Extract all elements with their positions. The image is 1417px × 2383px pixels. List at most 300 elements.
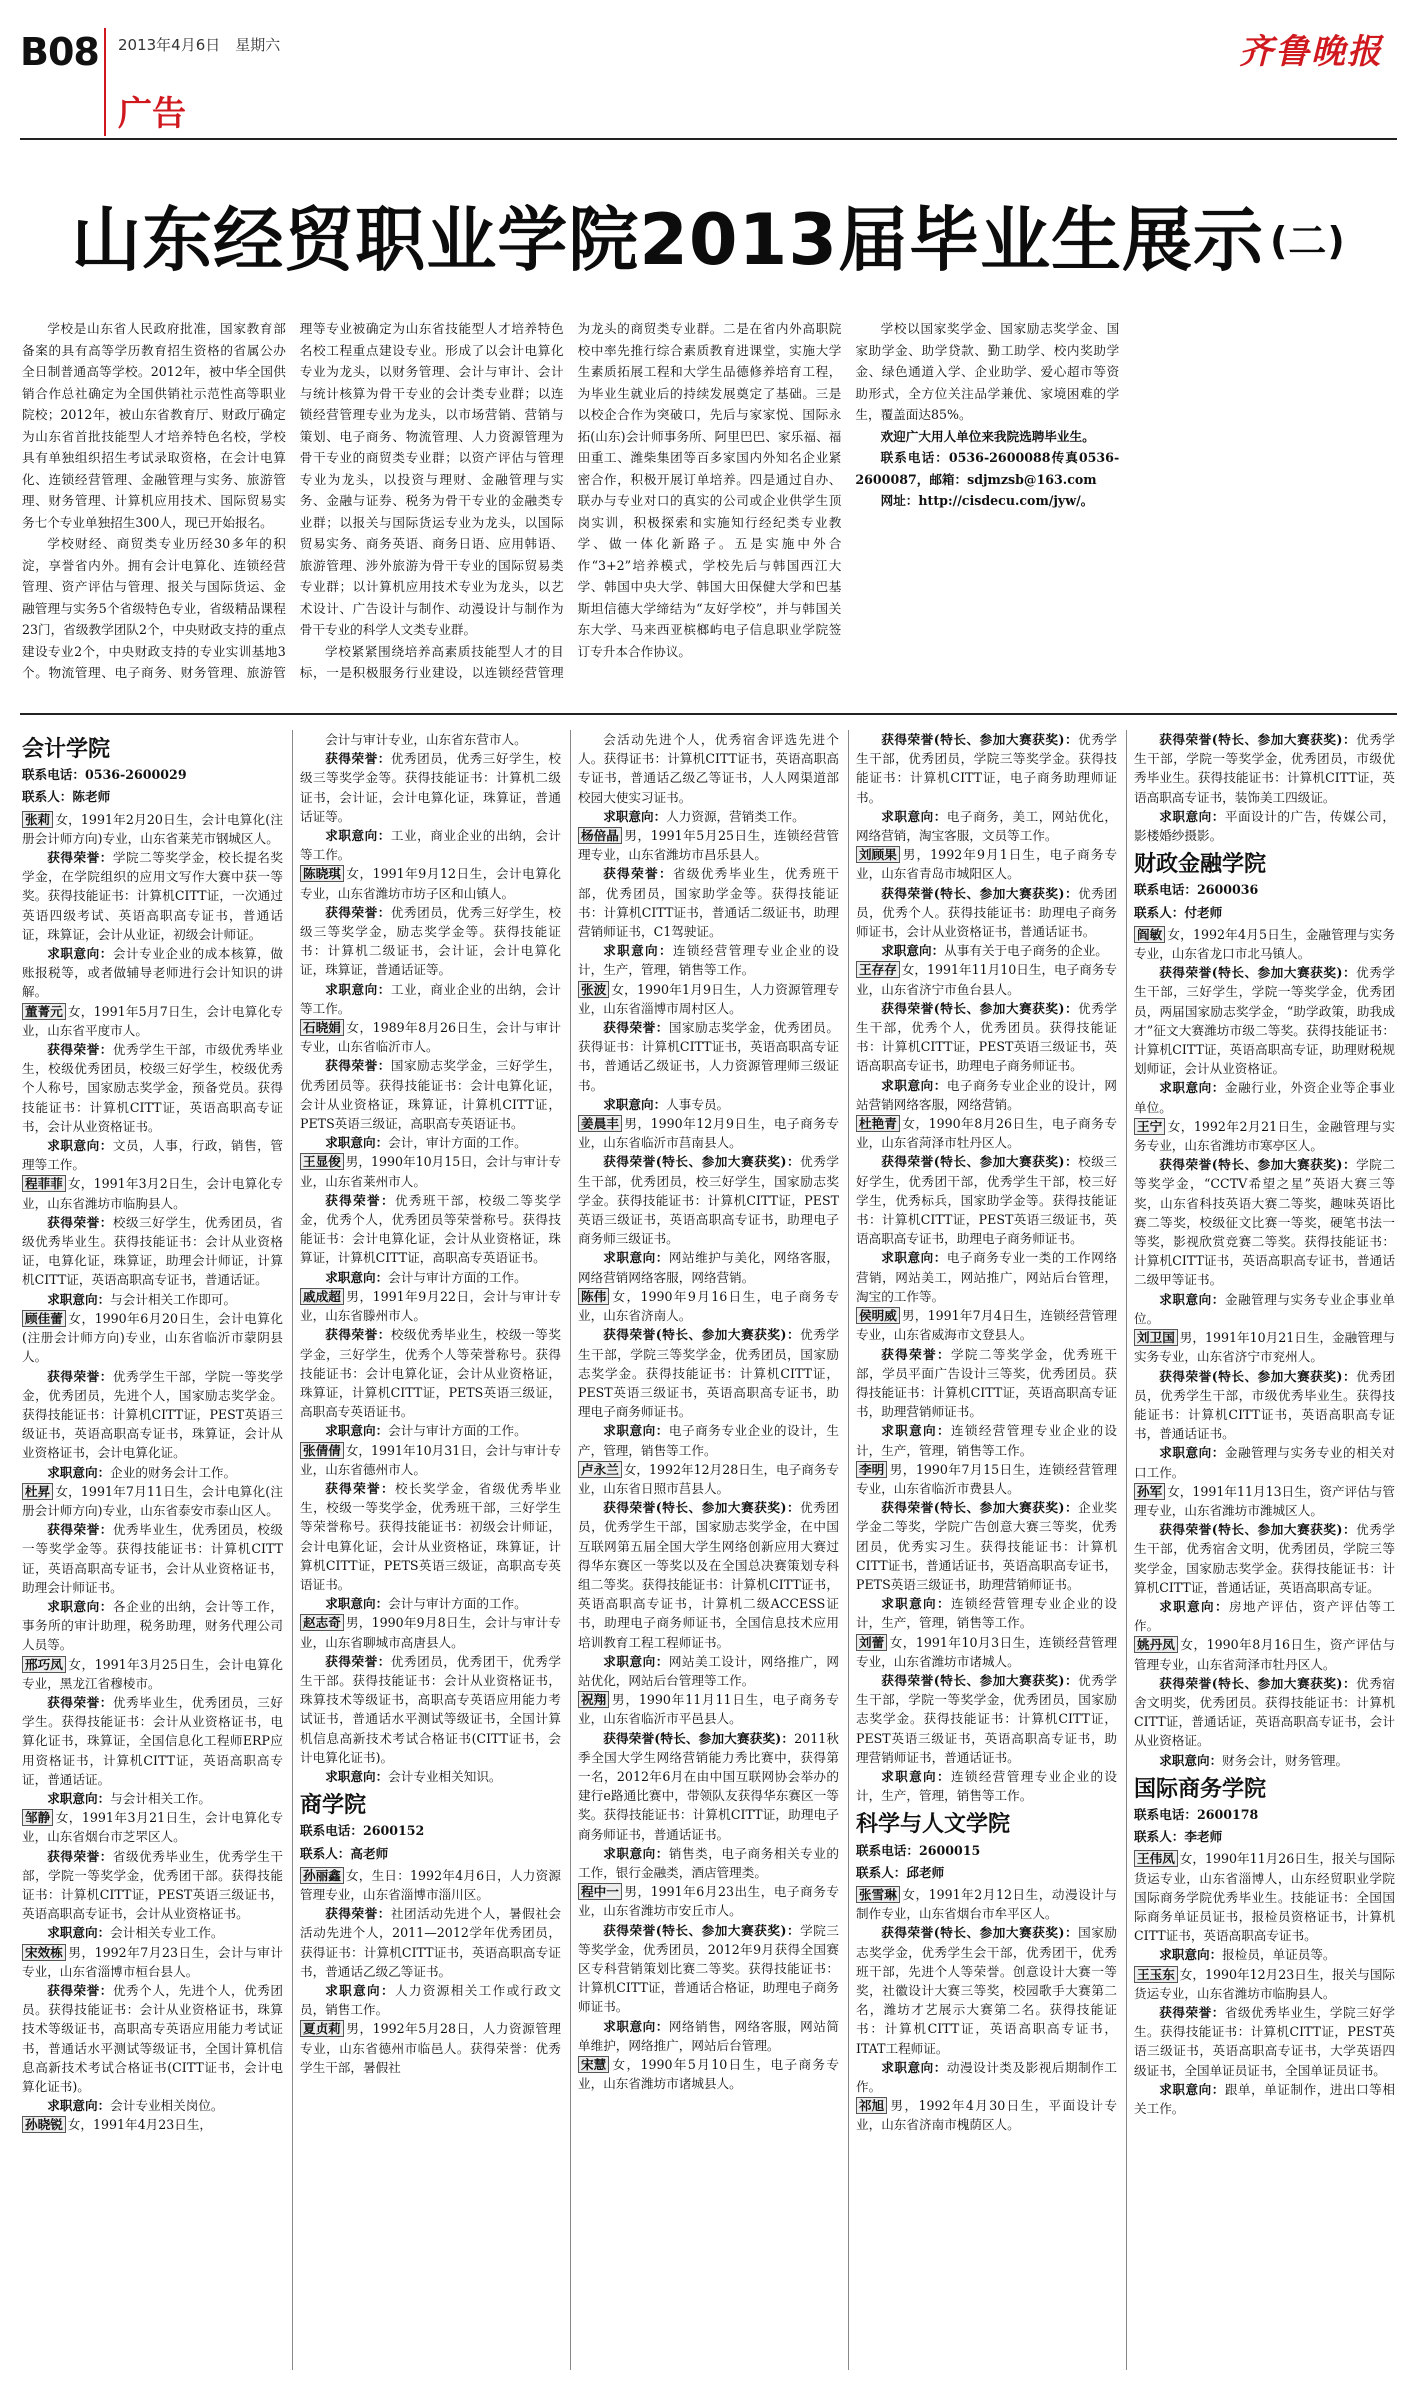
college-phone: 联系电话：2600178 bbox=[1134, 1806, 1259, 1822]
student-name: 孙晓锐 bbox=[22, 2116, 66, 2133]
student-entry bbox=[1134, 1635, 1395, 1673]
student-name: 赵志奇 bbox=[300, 1614, 344, 1631]
student-honor bbox=[300, 1191, 561, 1268]
intent-label: 求职意向： bbox=[325, 1269, 389, 1285]
intro-paragraph: 学校是山东省人民政府批准，国家教育部备案的具有高等学历教育招生资格的省属公办全日制普通高等学校。2012年，被中华全国供销合作总社确定为全国供销社示范性高等职业院校；2012年，被山东省教育厅、财政厅确定为山东省首批技能型人才培养特色名校，学校具有单独组织招生考试录取资格，在会计电算化、连锁经营管理、金融管理与实务、旅游管理、财务管理、计算机应用技术、国际贸易实务七个专业单独招生300人，现已开始报名。 bbox=[22, 321, 286, 530]
student-name: 张莉 bbox=[22, 811, 53, 828]
detail-text: 网站美工设计，网络推广，网站优化，网站后台管理等工作。 bbox=[578, 1653, 839, 1688]
intent-label: 求职意向： bbox=[325, 1983, 395, 1998]
detail-label: 求职意向： bbox=[603, 808, 667, 824]
detail-label: 获得荣誉： bbox=[325, 751, 391, 767]
detail-label: 求职意向： bbox=[603, 1845, 669, 1861]
detail-text: 财务会计，财务管理。 bbox=[1222, 1752, 1349, 1768]
detail-text: 工业，商业企业的出纳，会计等工作。 bbox=[300, 828, 561, 863]
student-entry bbox=[578, 1460, 839, 1498]
detail-text: 电子商务专业企业的设计，生产，管理，销售等工作。 bbox=[578, 1423, 839, 1458]
student-detail bbox=[856, 941, 1117, 960]
detail-label: 获得荣誉(特长、参加大赛获奖)： bbox=[1159, 1522, 1357, 1538]
detail-text: 优秀学生干部，学院一等奖学金，优秀团员，国家励志奖学金。获得技能证书：计算机CITT证，PEST英语三级证书，英语高职高专证书，助理营销师证书，普通话证书。 bbox=[856, 1672, 1117, 1765]
student-entry bbox=[22, 2115, 283, 2134]
intent-label: 求职意向： bbox=[47, 1790, 111, 1806]
student-name: 王玉东 bbox=[1134, 1966, 1178, 1983]
detail-label: 求职意向： bbox=[881, 2059, 947, 2075]
student-detail bbox=[578, 1921, 839, 2017]
student-info: 女，1991年5月7日生，会计电算化专业，山东省平度市人。 bbox=[22, 1003, 283, 1038]
honor-label: 获得荣誉： bbox=[47, 1214, 113, 1230]
section-label: 广告 bbox=[118, 94, 186, 134]
student-name: 张倩倩 bbox=[300, 1442, 344, 1459]
student-name: 张雪琳 bbox=[856, 1886, 900, 1903]
detail-text: 优秀学生干部，优秀个人，优秀团员。获得技能证书：计算机CITT证，PEST英语三级证书，英语高职高专证书，助理电子商务师证书。 bbox=[856, 1000, 1117, 1074]
column-rule bbox=[570, 730, 571, 2370]
student-info: 男，1990年12月9日生，电子商务专业，山东省临沂市莒南县人。 bbox=[578, 1116, 839, 1151]
student-info: 男，1991年6月23出生，电子商务专业，山东省潍坊市安丘市人。 bbox=[578, 1884, 839, 1919]
intent-text: 会计与审计方面的工作。 bbox=[388, 1269, 527, 1285]
student-info: 女，1991年11月13日生，资产评估与管理专业，山东省潍坊市潍城区人。 bbox=[1134, 1483, 1395, 1518]
honor-text: 优秀毕业生，优秀团员，三好学生。获得技能证书：会计从业资格证书，电算化证书，珠算证，全国信息化工程师ERP应用资格证书，计算机CITT证，英语高职高专证，普通话证。 bbox=[22, 1694, 283, 1787]
detail-text: 优秀学生干部，三好学生，学院一等奖学金，优秀团员，两届国家励志奖学金，“助学政策，助我成才”征文大赛潍坊市级二等奖。获得技能证书：计算机CITT证，英语高职高专证，助理财税规划师证，会计从业资格证。 bbox=[1134, 965, 1395, 1077]
student-name: 程中一 bbox=[578, 1883, 622, 1900]
student-info: 女，1991年4月23日生， bbox=[67, 2117, 213, 2133]
honor-label: 获得荣誉： bbox=[325, 1058, 391, 1074]
detail-label: 求职意向： bbox=[603, 1250, 669, 1266]
detail-text: 动漫设计类及影视后期制作工作。 bbox=[856, 2059, 1117, 2095]
student-detail bbox=[1134, 2003, 1395, 2080]
student-detail bbox=[1134, 1945, 1395, 1964]
detail-label: 求职意向： bbox=[325, 828, 391, 844]
student-info: 女，1990年8月16日生，资产评估与管理专业，山东省菏泽市牡丹区人。 bbox=[1134, 1637, 1395, 1672]
detail-label: 求职意向： bbox=[881, 1768, 951, 1784]
student-detail bbox=[1134, 1520, 1395, 1597]
honor-text: 社团活动先进个人，暑假社会活动先进个人，2011—2012学年优秀团员，获得证书：计算机CITT证书，英语高职高专证书，普通话乙级乙等证书。 bbox=[300, 1906, 561, 1979]
intent-label: 求职意向： bbox=[325, 981, 391, 997]
detail-text: 校级三好学生，优秀团干部，优秀学生干部，校三好学生，优秀标兵，国家助学金等。获得技能证书：计算机CITT证，PEST英语三级证书，英语高职高专证书，助理电子商务师证书。 bbox=[856, 1154, 1117, 1247]
student-entry bbox=[1134, 1482, 1395, 1520]
student-entry bbox=[578, 2055, 839, 2093]
student-name: 刘顾果 bbox=[856, 846, 900, 863]
honor-text: 优秀毕业生，优秀团员，校级一等奖学金等。获得技能证书：计算机CITT证，英语高职高专证书，会计从业资格证书，助理会计师证书。 bbox=[22, 1522, 283, 1595]
student-info: 女，1992年4月5日生，金融管理与实务专业，山东省龙口市北马镇人。 bbox=[1134, 926, 1395, 962]
intent-text: 企业的财务会计工作。 bbox=[110, 1464, 237, 1480]
student-honor bbox=[22, 1693, 283, 1789]
detail-text: 学院二等奖学金，“CCTV希望之星”英语大赛三等奖，山东省科技英语大赛二等奖，趣味英语比赛二等奖，校级征文比赛一等奖，硬笔书法一等奖，影视欣赏竞赛二等奖。获得技能证书：计算机CITT证书，英语高职高专证书，普通话二级甲等证书。 bbox=[1134, 1157, 1395, 1288]
student-honor bbox=[22, 1040, 283, 1136]
detail-label: 获得荣誉(特长、参加大赛获奖)： bbox=[603, 1327, 801, 1343]
college-heading: 商学院 bbox=[300, 1793, 367, 1819]
student-entry bbox=[578, 1287, 839, 1325]
honor-text: 优秀学生干部，学院一等奖学金，优秀团员，先进个人，国家励志奖学金。获得技能证书：计算机CITT证，PEST英语三级证书，英语高职高专证书，珠算证，会计从业资格证书，会计电算化证。 bbox=[22, 1368, 283, 1461]
student-entry bbox=[300, 1287, 561, 1325]
honor-text: 优秀团员，优秀团干，优秀学生干部。获得技能证书：会计从业资格证书，珠算技术等级证书，高职高专英语应用能力考试证书，普通话水平测试等级证书，全国计算机信息高新技术考试合格证书(CITT证书，会计电算化证书)。 bbox=[300, 1653, 561, 1765]
student-name: 陈晓琪 bbox=[300, 865, 344, 882]
detail-text: 优秀学生干部，学院一等奖学金，优秀团员，市级优秀毕业生。获得技能证书：计算机CITT证，英语高职高专证书，装饰美工四级证。 bbox=[1134, 732, 1395, 805]
student-entry bbox=[1134, 1849, 1395, 1945]
student-name: 杜昇 bbox=[22, 1483, 53, 1500]
college-contact: 联系人：付老师 bbox=[1134, 904, 1223, 920]
continued-text: 会计与审计专业，山东省东营市人。 bbox=[325, 732, 527, 747]
detail-label: 获得荣誉(特长、参加大赛获奖)： bbox=[603, 1500, 801, 1516]
detail-label: 获得荣誉(特长、参加大赛获奖)： bbox=[881, 732, 1079, 747]
college-heading: 科学与人文学院 bbox=[856, 1812, 1011, 1838]
student-entry bbox=[856, 1306, 1117, 1344]
student-entry bbox=[578, 826, 839, 864]
student-info: 女，1990年11月26日生，报关与国际货运专业，山东省淄博人，山东经贸职业学院国际商务学院优秀毕业生。技能证书：全国国际商务单证员证书，报检员资格证书，计算机CITT证书，英语高职高专证书。 bbox=[1134, 1851, 1395, 1944]
detail-text: 2011秋季全国大学生网络营销能力秀比赛中，获得第一名，2012年6月在由中国互联网协会举办的建行e路通比赛中，带领队友获得华东赛区一等奖。获得技能证书：计算机CITT证，助理电子商务师证书，普通话证书。 bbox=[578, 1730, 839, 1842]
student-intent bbox=[22, 2096, 283, 2115]
student-name: 夏贞莉 bbox=[300, 2020, 344, 2037]
detail-text: 金融行业，外资企业等企事业单位。 bbox=[1134, 1080, 1395, 1115]
student-honor bbox=[856, 1345, 1117, 1422]
student-name: 戚成超 bbox=[300, 1288, 344, 1305]
student-info: 女，1990年12月23日生，报关与国际货运专业，山东省潍坊市临朐县人。 bbox=[1134, 1966, 1395, 2001]
student-info: 男，1992年4月30日生，平面设计专业，山东省济南市槐荫区人。 bbox=[856, 2098, 1117, 2133]
student-detail bbox=[1134, 1367, 1395, 1444]
student-intent bbox=[578, 941, 839, 979]
student-detail bbox=[856, 884, 1117, 942]
detail-text: 优秀团员，优秀学生干部，国家励志奖学金，在中国互联网第五届全国大学生网络创新应用大赛过得华东赛区一等奖以及在全国总决赛策划专科组二等奖。获得技能证书：计算机CITT证书，英语高职高专证书，计算机二级ACCESS证书，助理电子商务师证书，全国信息技术应用培训教育工程工程师证书。 bbox=[578, 1500, 839, 1650]
detail-label: 获得荣誉(特长、参加大赛获奖)： bbox=[1159, 1368, 1357, 1384]
detail-text: 连锁经营管理专业企业的设计，生产，管理，销售等工作。 bbox=[856, 1596, 1117, 1631]
student-intent bbox=[856, 1421, 1117, 1459]
student-detail bbox=[300, 826, 561, 864]
detail-label: 求职意向： bbox=[603, 2018, 669, 2034]
student-honor bbox=[300, 903, 561, 980]
detail-label: 求职意向： bbox=[881, 1250, 947, 1266]
student-honor bbox=[22, 1213, 283, 1290]
intent-label: 求职意向： bbox=[325, 1768, 389, 1784]
student-entry bbox=[856, 1885, 1117, 1923]
header-rule bbox=[20, 138, 1397, 140]
student-info: 女，1991年10月3日生，连锁经营管理专业，山东省潍坊市诸城人。 bbox=[856, 1634, 1117, 1669]
student-intent bbox=[300, 1133, 561, 1152]
detail-label: 求职意向： bbox=[1159, 1080, 1225, 1096]
intent-text: 工业，商业企业的出纳，会计等工作。 bbox=[300, 981, 561, 1016]
honor-text: 优秀班干部，校级二等奖学金，优秀个人，优秀团员等荣誉称号。获得技能证书：会计电算化证，会计从业资格证，珠算证，计算机CITT证，高职高专英语证书。 bbox=[300, 1192, 561, 1266]
student-info: 女，1991年2月20日生，会计电算化(注册会计师方向)专业，山东省莱芜市钢城区人。 bbox=[22, 811, 283, 846]
intent-text: 会计相关专业工作。 bbox=[110, 1925, 224, 1941]
page-number: B08 bbox=[20, 30, 99, 74]
listing-column bbox=[856, 730, 1117, 2370]
student-entry bbox=[22, 1655, 283, 1693]
graduate-listing bbox=[22, 730, 1397, 2370]
student-info: 女，1992年2月21日生，金融管理与实务专业，山东省潍坊市寒亭区人。 bbox=[1134, 1118, 1395, 1154]
student-detail bbox=[578, 1152, 839, 1248]
student-name: 卢永兰 bbox=[578, 1461, 622, 1478]
student-honor bbox=[300, 1652, 561, 1767]
student-intent bbox=[300, 1981, 561, 2019]
student-honor bbox=[22, 1847, 283, 1924]
student-info: 女，1991年3月2日生，会计电算化专业，山东省潍坊市临朐县人。 bbox=[22, 1176, 283, 1211]
student-name: 孙军 bbox=[1134, 1483, 1165, 1500]
column-rule bbox=[1126, 730, 1127, 2370]
intro-paragraph: 学校紧紧围绕培养高素质技能型人才的目标，一是积极服务行业建设，以连锁经营管理为龙头的商贸类专业群。二是在省内外高职院校中率先推行综合素质教育进课堂，实施大学生素质拓展工程和大学生品德修养培育工程，为毕业生就业后的持续发展奠定了基础。三是以校企合作为突破口，先后与家家悦、国际永拓(山东)会计师事务所、阿里巴巴、家乐福、福田重工、潍柴集团等百多家国内外知名企业紧密合作，积极开展订单培养。四是通过自办、联办与专业对口的真实的公司或企业供学生顶岗实训，积极探索和实施知行经纪类专业教学、做一体化新路子。五是实施中外合作“3+2”培养模式，学校先后与韩国西江大学、韩国中央大学、韩国大田保健大学和巴基斯坦信德大学缔结为“友好学校”，并与韩国关东大学、马来西亚槟榔屿电子信息职业学院签订专升本合作协议。 bbox=[299, 321, 842, 680]
section-divider bbox=[104, 28, 106, 136]
honor-text: 国家励志奖学金，三好学生，优秀团员等。获得技能证书：会计电算化证，会计从业资格证，珠算证，计算机CITT证，PETS英语三级证，高职高专英语证书。 bbox=[300, 1058, 561, 1132]
student-detail bbox=[578, 2017, 839, 2055]
student-entry bbox=[856, 845, 1117, 883]
student-entry bbox=[300, 1018, 561, 1056]
student-intent bbox=[22, 1923, 283, 1942]
detail-label: 求职意向： bbox=[1159, 1947, 1223, 1963]
student-name: 祝翔 bbox=[578, 1691, 609, 1708]
student-entry bbox=[856, 1460, 1117, 1498]
student-detail bbox=[1134, 1674, 1395, 1751]
detail-label: 获得荣誉(特长、参加大赛获奖)： bbox=[1159, 1675, 1357, 1691]
student-entry bbox=[1134, 1328, 1395, 1366]
intent-text: 人事专员。 bbox=[666, 1096, 730, 1112]
student-detail bbox=[300, 749, 561, 826]
detail-text: 电子商务，美工，网站优化，网络营销，淘宝客服，文员等工作。 bbox=[856, 808, 1117, 844]
student-name: 杜艳青 bbox=[856, 1115, 900, 1132]
student-entry bbox=[300, 1441, 561, 1479]
intent-label: 求职意向： bbox=[881, 1423, 951, 1439]
detail-label: 获得荣誉(特长、参加大赛获奖)： bbox=[603, 1730, 795, 1746]
student-honor bbox=[300, 1056, 561, 1133]
detail-label: 获得荣誉(特长、参加大赛获奖)： bbox=[881, 885, 1079, 901]
intent-label: 求职意向： bbox=[325, 1596, 389, 1612]
student-detail bbox=[1134, 730, 1395, 807]
student-name: 程菲菲 bbox=[22, 1175, 66, 1192]
student-intent bbox=[300, 980, 561, 1018]
intent-label: 求职意向： bbox=[47, 1925, 111, 1941]
headline-main: 山东经贸职业学院2013届毕业生展示 bbox=[71, 199, 1265, 281]
student-intent bbox=[22, 1136, 283, 1174]
student-info: 女，1990年1月9日生，人力资源管理专业，山东省淄博市周村区人。 bbox=[578, 981, 839, 1016]
student-entry bbox=[578, 1882, 839, 1920]
intent-label: 求职意向： bbox=[47, 946, 113, 962]
student-info: 女，1991年3月25日生，会计电算化专业，黑龙江省穆棱市。 bbox=[22, 1656, 283, 1691]
student-detail bbox=[578, 1325, 839, 1421]
intro-section bbox=[22, 318, 1397, 703]
listing-column bbox=[22, 730, 283, 2370]
detail-text: 销售类，电子商务相关专业的工作，银行金融类，酒店管理类。 bbox=[578, 1845, 839, 1880]
detail-label: 求职意向： bbox=[1159, 1752, 1223, 1768]
college-heading: 会计学院 bbox=[22, 737, 111, 762]
student-info: 男，1990年9月8日生，会计与审计专业，山东省聊城市高唐县人。 bbox=[300, 1615, 561, 1650]
honor-label: 获得荣誉： bbox=[325, 1480, 395, 1496]
honor-text: 校级优秀毕业生，校级一等奖学金，三好学生，优秀个人等荣誉称号。获得技能证书：会计电算化证，会计从业资格证，珠算证，计算机CITT证，PETS英语三级证，高职高专英语证书。 bbox=[300, 1327, 561, 1420]
detail-label: 求职意向： bbox=[1159, 2081, 1225, 2097]
intent-text: 会计专业企业的成本核算，做账报税等，或者做辅导老师进行会计知识的讲解。 bbox=[22, 946, 283, 1000]
student-detail bbox=[578, 807, 839, 826]
college-contact: 联系人：邱老师 bbox=[856, 1864, 945, 1880]
intent-text: 连锁经营管理专业企业的设计，生产，管理，销售等工作。 bbox=[856, 1423, 1117, 1458]
student-detail bbox=[856, 1498, 1117, 1594]
student-detail bbox=[856, 1923, 1117, 2057]
newspaper-logo: 齐鲁晚报 bbox=[1239, 32, 1383, 72]
detail-text: 国家励志奖学金，优秀学生会干部，优秀团干，优秀班干部，先进个人等荣誉。创意设计大赛一等奖，社徽设计大赛三等奖，校园歌手大赛第二名，潍坊才艺展示大赛第二名。获得技能证书：计算机CITT证，英语高职高专证书，ITAT工程师证。 bbox=[856, 1925, 1117, 2056]
college-heading: 财政金融学院 bbox=[1134, 852, 1267, 878]
student-detail bbox=[1134, 963, 1395, 1078]
student-detail bbox=[578, 1498, 839, 1652]
detail-text: 优秀学生干部，优秀团员，校三好学生，国家励志奖学金。获得技能证书：计算机CITT证，PEST英语三级证书，英语高职高专证书，助理电子商务师三级证书。 bbox=[578, 1154, 839, 1247]
intent-label: 求职意向： bbox=[325, 1423, 389, 1439]
detail-label: 获得荣誉(特长、参加大赛获奖)： bbox=[881, 1500, 1079, 1516]
student-entry bbox=[1134, 925, 1395, 963]
detail-text: 优秀学生干部，优秀宿舍文明，优秀团员，学院三等奖学金，国家励志奖学金。获得技能证书：计算机CITT证，普通话证，英语高职高专证。 bbox=[1134, 1522, 1395, 1595]
honor-text: 国家励志奖学金，优秀团员。获得证书：计算机CITT证书，英语高职高专证书，普通话乙级证书，人力资源管理师三级证书。 bbox=[578, 1020, 839, 1093]
detail-label: 求职意向： bbox=[881, 808, 947, 824]
student-detail bbox=[578, 1844, 839, 1882]
honor-label: 获得荣誉： bbox=[325, 1906, 391, 1922]
student-entry bbox=[578, 980, 839, 1018]
student-name: 祁旭 bbox=[856, 2097, 887, 2114]
student-detail bbox=[1134, 1597, 1395, 1635]
student-intent bbox=[22, 944, 283, 1002]
detail-label: 求职意向： bbox=[603, 1423, 669, 1439]
detail-text: 优秀团员，优秀学生干部，市级优秀毕业生。获得技能证书：计算机CITT证书，英语高职高专证书，普通话证书。 bbox=[1134, 1368, 1395, 1442]
detail-text: 优秀团员，优秀个人。获得技能证书：助理电子商务师证书，会计从业资格证书，普通话证书。 bbox=[856, 885, 1117, 940]
student-info: 男，1992年5月28日，人力资源管理专业，山东省德州市临邑人。获得荣誉：优秀学生干部，暑假社 bbox=[300, 2021, 561, 2075]
college-phone: 联系电话：0536-2600029 bbox=[22, 767, 187, 783]
student-detail bbox=[856, 1671, 1117, 1767]
student-detail bbox=[578, 1652, 839, 1690]
intent-text: 文员，人事，行政，销售，管理等工作。 bbox=[22, 1138, 283, 1173]
intro-paragraph: 学校财经、商贸类专业历经30多年的积淀，享誉省内外。拥有会计电算化、连锁经营管理、资产评估与管理、报关与国际货运、金融管理与实务5个省级特色专业，省级精品课程23门，省级教学团队2个，中央财政支持的重点建设专业2个，中央财政支持的专业实训基地3个。物流管理、电子商务、财务管理、旅游管理等专业被确定为山东省技能型人才培养特色名校工程重点建设专业。形成了以会计电算化专业为龙头，以财务管理、会计与审计、会计与统计核算为骨干专业的会计类专业群；以连锁经营管理专业为龙头，以市场营销、营销与策划、电子商务、物流管理、人力资源管理为骨干专业的商贸类专业群；以资产评估与管理专业为龙头，以投资与理财、金融管理与实务、金融与证券、税务为骨干专业的金融类专业群；以报关与国际货运专业为龙头，以国际贸易实务、商务英语、商务日语、应用韩语、旅游管理、涉外旅游为骨干专业的国际贸易类专业群；以计算机应用技术专业为龙头，以艺术设计、广告设计与制作、动漫设计与制作为骨干专业的科学人文类专业群。 bbox=[22, 321, 564, 680]
student-name: 姜晨丰 bbox=[578, 1115, 622, 1132]
student-info: 女，1990年6月20日生，会计电算化(注册会计师方向)专业，山东省临沂市蒙阴县人。 bbox=[22, 1310, 283, 1365]
detail-text: 省级优秀毕业生，学院三好学生。获得技能证书：计算机CITT证，PEST英语三级证书，英语高职高专证书，大学英语四级证书，全国单证员证书，全国单证员证书。 bbox=[1134, 2005, 1395, 2078]
honor-label: 获得荣誉： bbox=[47, 850, 113, 866]
student-info: 男，1991年9月22日，会计与审计专业，山东省滕州市人。 bbox=[300, 1288, 561, 1324]
student-name: 阎敏 bbox=[1134, 926, 1165, 943]
student-info: 男，1991年5月25日生，连锁经营管理专业，山东省潍坊市昌乐县人。 bbox=[578, 828, 839, 863]
student-entry bbox=[300, 1613, 561, 1651]
student-name: 邢巧凤 bbox=[22, 1656, 66, 1673]
intro-paragraph: 学校以国家奖学金、国家励志奖学金、国家助学金、助学贷款、勤工助学、校内奖助学金、绿色通道入学、企业助学、爱心超市等资助形式，全方位关注品学兼优、家境困难的学生，覆盖面达85%。 bbox=[855, 321, 1120, 422]
student-info: 女，1989年8月26日生，会计与审计专业，山东省临沂市人。 bbox=[300, 1020, 561, 1055]
column-rule bbox=[848, 730, 849, 2370]
student-info: 男，1991年7月4日生，连锁经营管理专业，山东省威海市文登县人。 bbox=[856, 1308, 1117, 1343]
detail-text: 平面设计的广告，传媒公司，影楼婚纱摄影。 bbox=[1134, 808, 1395, 844]
detail-label: 求职意向： bbox=[881, 943, 945, 959]
college-phone: 联系电话：2600152 bbox=[300, 1823, 425, 1839]
student-name: 刘卫国 bbox=[1134, 1329, 1178, 1346]
student-detail bbox=[1134, 807, 1395, 845]
student-info: 女，1990年8月26日生，电子商务专业，山东省菏泽市牡丹区人。 bbox=[856, 1116, 1117, 1151]
detail-text: 学院三等奖学金，优秀团员，2012年9月获得全国赛区专科营销策划比赛二等奖。获得技能证书：计算机CITT证，普通话合格证，助理电子商务师证书。 bbox=[578, 1922, 839, 2015]
detail-text: 跟单，单证制作，进出口等相关工作。 bbox=[1134, 2081, 1395, 2117]
college-contact: 联系人：李老师 bbox=[1134, 1829, 1223, 1845]
detail-text: 优秀学生干部，优秀团员，学院三等奖学金。获得技能证书：计算机CITT证，电子商务助理师证书。 bbox=[856, 732, 1117, 805]
student-name: 宋慧 bbox=[578, 2056, 609, 2073]
honor-text: 优秀学生干部，市级优秀毕业生，校级优秀团员，校级三好学生，校级优秀个人称号，国家励志奖学金，预备党员。获得技能证书：计算机CITT证，英语高职高专证书，会计从业资格证书。 bbox=[22, 1042, 283, 1134]
student-detail bbox=[1134, 1155, 1395, 1289]
intent-text: 与会计相关工作。 bbox=[110, 1790, 211, 1806]
intent-text: 会计专业相关岗位。 bbox=[110, 2098, 224, 2114]
student-entry bbox=[22, 1174, 283, 1212]
student-info: 女，1990年9月16日生，电子商务专业，山东省济南人。 bbox=[578, 1288, 839, 1324]
student-honor bbox=[300, 1325, 561, 1421]
detail-label: 获得荣誉(特长、参加大赛获奖)： bbox=[1159, 732, 1357, 747]
student-name: 陈伟 bbox=[578, 1288, 609, 1305]
detail-text: 优秀学生干部，学院三等奖学金，优秀团员，国家励志奖学金。获得技能证书：计算机CITT证，PEST英语三级证书，英语高职高专证书，助理电子商务师证书。 bbox=[578, 1327, 839, 1420]
student-name: 王显俊 bbox=[300, 1153, 344, 1170]
detail-text: 网络销售，网络客服，网站简单维护，网络推广，网站后台管理。 bbox=[578, 2018, 839, 2053]
intent-text: 人力资源相关工作或行政文员，销售工作。 bbox=[300, 1983, 561, 2018]
college-heading: 国际商务学院 bbox=[1134, 1776, 1267, 1802]
honor-text: 校长奖学金，省级优秀毕业生，校级一等奖学金，优秀班干部，三好学生等荣誉称号。获得技能证书：初级会计师证，会计电算化证，会计从业资格证，珠算证，计算机CITT证，PETS英语三级证，高职高专英语证书。 bbox=[300, 1480, 561, 1592]
intent-label: 求职意向： bbox=[47, 2098, 111, 2114]
intent-text: 会计，审计方面的工作。 bbox=[388, 1135, 527, 1151]
detail-text: 人力资源，营销类工作。 bbox=[666, 808, 805, 824]
section-rule bbox=[20, 713, 1397, 715]
college-contact: 联系人：高老师 bbox=[300, 1845, 389, 1861]
student-name: 侯明威 bbox=[856, 1307, 900, 1324]
student-honor bbox=[22, 848, 283, 944]
detail-label: 获得荣誉： bbox=[1159, 2005, 1225, 2020]
honor-label: 获得荣誉： bbox=[325, 1192, 395, 1208]
student-name: 石晓娟 bbox=[300, 1019, 344, 1036]
student-name: 王宁 bbox=[1134, 1118, 1165, 1135]
honor-text: 学院二等奖学金，校长提名奖学金，在学院组织的应用文写作大赛中获一等奖。获得技能证书：计算机CITT证，一次通过英语四级考试、英语高职高专证书，普通话证，珠算证，会计从业证，初级会计师证。 bbox=[22, 850, 283, 942]
detail-text: 企业奖学金二等奖，学院广告创意大赛三等奖，优秀团员，优秀实习生。获得技能证书：计算机CITT证书，普通话证书，英语高职高专证书，PETS英语三级证书，助理营销师证书。 bbox=[856, 1500, 1117, 1592]
detail-label: 获得荣誉(特长、参加大赛获奖)： bbox=[881, 1925, 1079, 1941]
student-entry bbox=[856, 960, 1117, 998]
detail-text: 金融管理与实务专业的相关对口工作。 bbox=[1134, 1445, 1395, 1480]
intro-paragraph: 欢迎广大用人单位来我院选聘毕业生。 bbox=[880, 428, 1095, 444]
honor-text: 学院二等奖学金，优秀班干部，学员平面广告设计三等奖，优秀团员。获得技能证书：计算机CITT证，英语高职高专证书，助理营销师证书。 bbox=[856, 1346, 1117, 1420]
detail-label: 求职意向： bbox=[1159, 808, 1225, 824]
student-entry bbox=[578, 1690, 839, 1728]
student-honor bbox=[578, 1018, 839, 1095]
detail-text: 连锁经营管理专业企业的设计，生产，管理，销售等工作。 bbox=[856, 1768, 1117, 1804]
detail-text: 房地产评估，资产评估等工作。 bbox=[1134, 1598, 1395, 1634]
column-rule bbox=[292, 730, 293, 2370]
detail-text: 电子商务专业一类的工作网络营销，网站美工，网站推广，网站后台管理，淘宝的工作等。 bbox=[856, 1250, 1117, 1304]
honor-label: 获得荣誉： bbox=[47, 1522, 113, 1538]
student-name: 邹静 bbox=[22, 1809, 53, 1826]
detail-text: 电子商务专业企业的设计，网站营销网络客服，网络营销。 bbox=[856, 1077, 1117, 1112]
student-detail bbox=[856, 2058, 1117, 2096]
intent-text: 会计与审计方面的工作。 bbox=[388, 1596, 527, 1612]
honor-label: 获得荣誉： bbox=[325, 904, 391, 920]
detail-text: 从事有关于电子商务的企业。 bbox=[944, 943, 1108, 959]
honor-label: 获得荣誉： bbox=[47, 1694, 113, 1710]
headline-sub: (二) bbox=[1270, 219, 1346, 263]
student-info: 女，1991年7月11日生，会计电算化(注册会计师方向)专业，山东省泰安市泰山区人。 bbox=[22, 1483, 283, 1518]
student-info: 女，1991年11月10日生，电子商务专业，山东省济宁市鱼台县人。 bbox=[856, 962, 1117, 997]
intent-label: 求职意向： bbox=[47, 1464, 111, 1480]
student-entry bbox=[1134, 1117, 1395, 1155]
student-detail bbox=[856, 999, 1117, 1076]
college-phone: 联系电话：2600015 bbox=[856, 1842, 981, 1858]
honor-text: 优秀团员，优秀三好学生，校级三等奖学金，励志奖学金等。获得技能证书：计算机二级证书，会计证，会计电算化证，珠算证，普通话证等。 bbox=[300, 904, 561, 978]
student-name: 李明 bbox=[856, 1461, 887, 1478]
student-entry bbox=[22, 1482, 283, 1520]
student-name: 董菁元 bbox=[22, 1003, 66, 1020]
honor-text: 省级优秀毕业生，优秀班干部，优秀团员，国家助学金等。获得技能证书：计算机CITT证书，普通话二级证书，助理营销师证书，C1驾驶证。 bbox=[578, 866, 839, 940]
detail-label: 求职意向： bbox=[603, 1653, 669, 1669]
student-detail bbox=[578, 1421, 839, 1459]
honor-text: 优秀个人，先进个人，优秀团员。获得技能证书：会计从业资格证书，珠算技术等级证书，高职高专英语应用能力考试证书，普通话水平测试等级证书，全国计算机信息高新技术考试合格证书(CITT证书，会计电算化证书)。 bbox=[22, 1983, 283, 2095]
student-detail bbox=[856, 1076, 1117, 1114]
detail-text: 优秀宿舍文明奖，优秀团员。获得技能证书：计算机CITT证，普通话证，英语高职高专证书，会计从业资格证。 bbox=[1134, 1675, 1395, 1749]
honor-label: 获得荣誉： bbox=[47, 1848, 113, 1864]
intent-label: 求职意向： bbox=[47, 1138, 113, 1154]
student-name: 孙丽鑫 bbox=[300, 1867, 344, 1884]
student-entry bbox=[22, 1943, 283, 1981]
detail-label: 求职意向： bbox=[1159, 1598, 1229, 1614]
student-detail bbox=[1134, 1078, 1395, 1116]
student-info: 女，1992年12月28日生，电子商务专业，山东省日照市莒县人。 bbox=[578, 1461, 839, 1496]
student-entry bbox=[300, 1866, 561, 1904]
student-detail bbox=[1134, 1751, 1395, 1770]
student-entry bbox=[856, 2096, 1117, 2134]
student-name: 顾佳蕾 bbox=[22, 1310, 66, 1327]
intent-text: 会计专业相关知识。 bbox=[388, 1768, 502, 1784]
detail-text: 金融管理与实务专业企事业单位。 bbox=[1134, 1291, 1395, 1326]
